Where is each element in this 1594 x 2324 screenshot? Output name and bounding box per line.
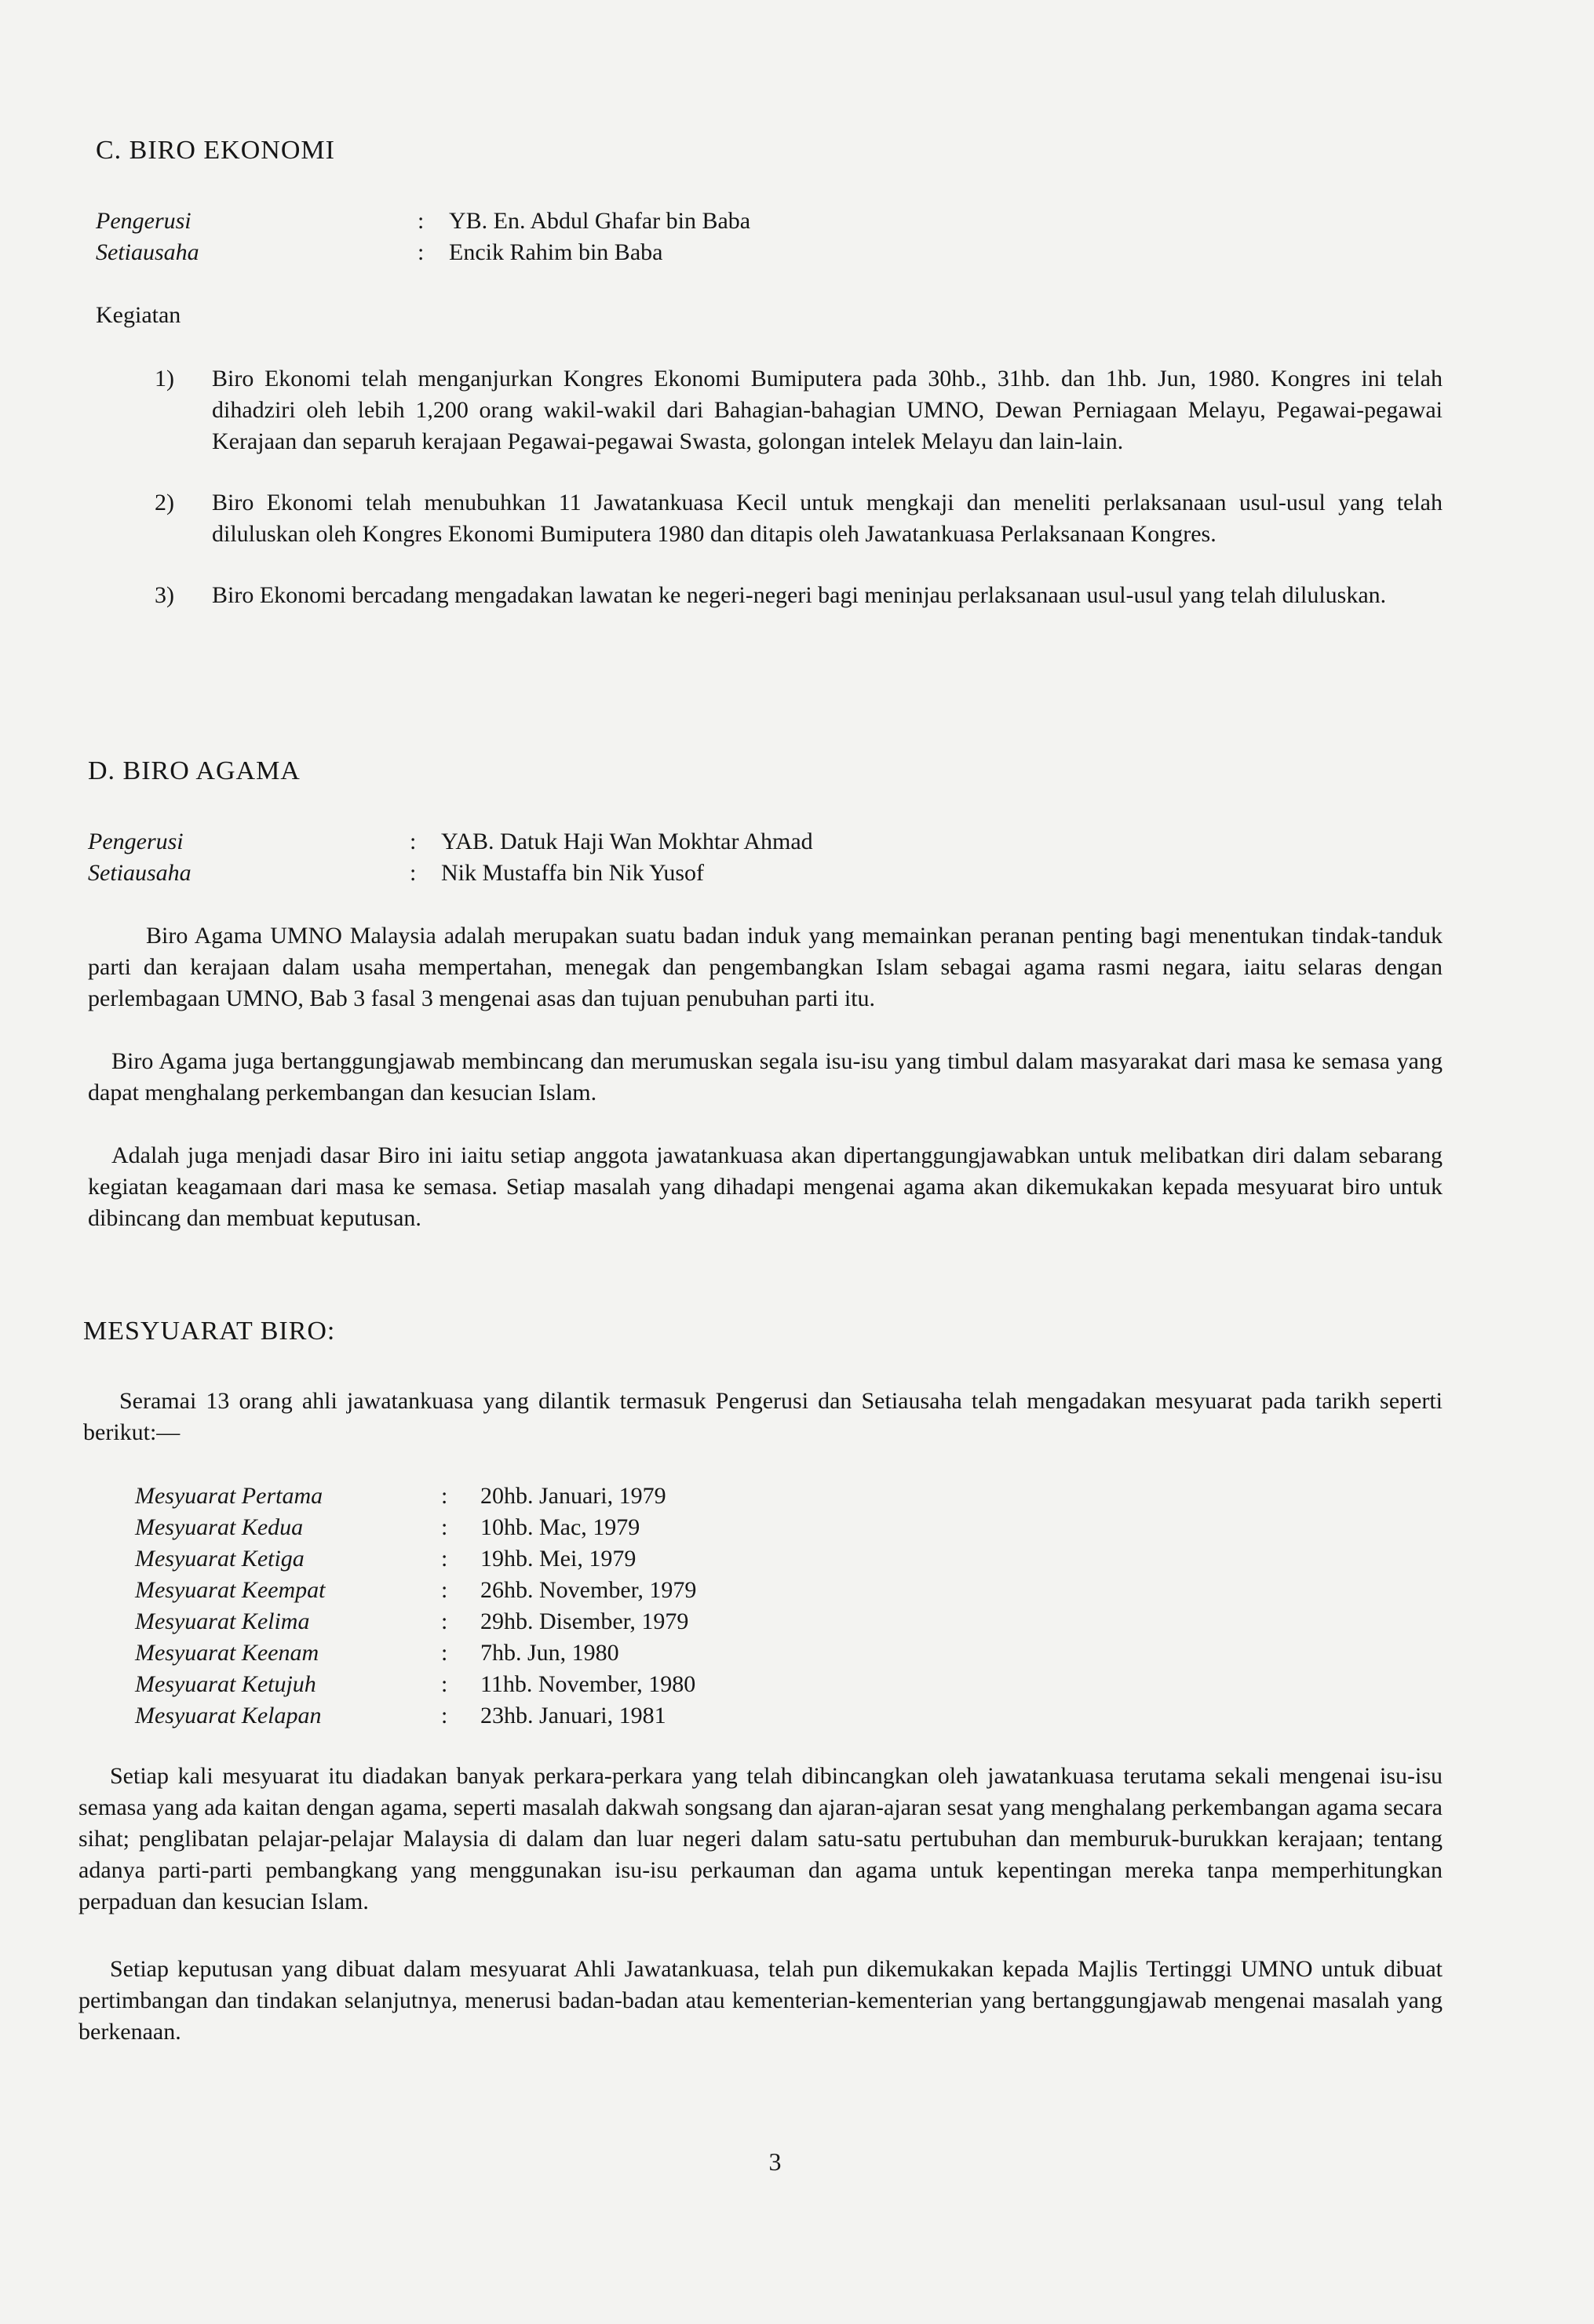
colon: : (441, 1608, 448, 1634)
meeting-date: 10hb. Mac, 1979 (480, 1514, 640, 1540)
activity-item (96, 363, 1443, 457)
meeting-row (96, 1543, 1443, 1575)
officer-role: Setiausaha (96, 239, 199, 265)
paragraph: Biro Agama UMNO Malaysia adalah merupakan suatu badan induk yang memainkan peranan penting bagi menentukan tindak-tanduk parti dan kerajaan dalam usaha mempertahan, menegak dan pengembangkan Islam sebagai agama rasmi negara, iaitu selaras dengan perlembagaan UMNO, Bab 3 fasal 3 mengenai asas dan tujuan penubuhan parti itu. (88, 923, 1443, 1011)
meeting-date: 23hb. Januari, 1981 (480, 1703, 666, 1728)
meeting-label: Mesyuarat Keempat (135, 1577, 326, 1603)
section-d-body (88, 920, 1443, 1234)
meeting-label: Mesyuarat Kedua (135, 1514, 304, 1540)
meeting-date: 20hb. Januari, 1979 (480, 1483, 666, 1509)
meeting-date: 19hb. Mei, 1979 (480, 1546, 637, 1572)
colon: : (441, 1577, 448, 1603)
meeting-date: 11hb. November, 1980 (480, 1671, 696, 1697)
colon: : (441, 1483, 448, 1509)
colon: : (441, 1514, 448, 1540)
meeting-row (96, 1481, 1443, 1512)
meeting-label: Mesyuarat Pertama (135, 1483, 323, 1509)
officer-role: Pengerusi (96, 208, 191, 234)
meeting-label: Mesyuarat Kelima (135, 1608, 310, 1634)
meetings-body (78, 1761, 1443, 2048)
meeting-label: Mesyuarat Ketiga (135, 1546, 305, 1572)
paragraph: Seramai 13 orang ahli jawatankuasa yang dilantik termasuk Pengerusi dan Setiausaha telah mengadakan mesyuarat pada tarikh seperti berikut:— (83, 1388, 1443, 1445)
colon: : (441, 1671, 448, 1697)
meeting-row (96, 1512, 1443, 1543)
meetings-list (96, 1481, 1443, 1732)
officer-row (96, 206, 1443, 237)
item-text: Biro Ekonomi bercadang mengadakan lawatan ke negeri-negeri bagi meninjau perlaksanaan usul-usul yang telah diluluskan. (212, 582, 1387, 608)
officer-row (88, 826, 1435, 858)
paragraph: Setiap keputusan yang dibuat dalam mesyuarat Ahli Jawatankuasa, telah pun dikemukakan kepada Majlis Tertinggi UMNO untuk dibuat pertimbangan dan tindakan selanjutnya, menerusi badan-badan atau kementerian-kementerian yang bertanggungjawab mengenai masalah yang berkenaan. (78, 1956, 1443, 2045)
colon: : (418, 239, 425, 265)
item-number: 1) (155, 366, 174, 392)
colon: : (441, 1546, 448, 1572)
section-c-heading: C. BIRO EKONOMI (96, 136, 335, 165)
officer-role: Pengerusi (88, 829, 184, 854)
meetings-heading: MESYUARAT BIRO: (83, 1317, 336, 1346)
officer-row (88, 858, 1435, 889)
meeting-label: Mesyuarat Keenam (135, 1640, 319, 1666)
officer-name: Nik Mustaffa bin Nik Yusof (441, 860, 704, 886)
colon: : (418, 208, 425, 234)
paragraph: Adalah juga menjadi dasar Biro ini iaitu setiap anggota jawatankuasa akan dipertanggungjawabkan untuk melibatkan diri dalam sebarang kegiatan keagamaan dari masa ke semasa. Setiap masalah yang dihadapi mengenai agama akan dikemukakan kepada mesyuarat biro untuk dibincang dan membuat keputusan. (88, 1142, 1443, 1231)
officer-row (96, 237, 1443, 268)
officer-name: Encik Rahim bin Baba (449, 239, 663, 265)
meeting-label: Mesyuarat Ketujuh (135, 1671, 316, 1697)
item-text: Biro Ekonomi telah menganjurkan Kongres Ekonomi Bumiputera pada 30hb., 31hb. dan 1hb. Jun, 1980. Kongres ini telah dihadziri oleh lebih 1,200 orang wakil-wakil dari Bahagian-bahagian UMNO, Dewan Perniagaan Melayu, Pegawai-pegawai Kerajaan dan separuh kerajaan Pegawai-pegawai Swasta, golongan intelek Melayu dan lain-lain. (212, 366, 1443, 454)
officer-name: YB. En. Abdul Ghafar bin Baba (449, 208, 751, 234)
officer-role: Setiausaha (88, 860, 191, 886)
item-number: 2) (155, 490, 174, 515)
section-d-officers (88, 826, 1435, 889)
activity-item (96, 580, 1443, 611)
meeting-date: 7hb. Jun, 1980 (480, 1640, 619, 1666)
section-c-officers (96, 206, 1443, 268)
meeting-row (96, 1669, 1443, 1700)
officer-name: YAB. Datuk Haji Wan Mokhtar Ahmad (441, 829, 813, 854)
meeting-row (96, 1606, 1443, 1637)
meetings-intro (83, 1386, 1443, 1448)
meeting-row (96, 1575, 1443, 1606)
meeting-row (96, 1700, 1443, 1732)
meeting-date: 29hb. Disember, 1979 (480, 1608, 689, 1634)
paragraph: Setiap kali mesyuarat itu diadakan banyak perkara-perkara yang telah dibincangkan oleh jawatankuasa terutama sekali mengenai isu-isu semasa yang ada kaitan dengan agama, seperti masalah dakwah songsang dan ajaran-ajaran sesat yang menghalang perkembangan agama secara sihat; penglibatan pelajar-pelajar Malaysia di dalam dan luar negeri dalam satu-satu pertubuhan dan memburuk-burukkan kerajaan; tentang adanya parti-parti pembangkang yang menggunakan isu-isu perkauman dan agama untuk kepentingan mereka tanpa memperhitungkan perpaduan dan kesucian Islam. (78, 1763, 1443, 1914)
activities-list (96, 363, 1443, 641)
item-number: 3) (155, 582, 174, 608)
colon: : (410, 860, 417, 886)
page-number: 3 (768, 2147, 782, 2176)
paragraph: Biro Agama juga bertanggungjawab membincang dan merumuskan segala isu-isu yang timbul dalam masyarakat dari masa ke semasa yang dapat menghalang perkembangan dan kesucian Islam. (88, 1048, 1443, 1106)
meeting-date: 26hb. November, 1979 (480, 1577, 697, 1603)
activity-item (96, 487, 1443, 550)
meeting-label: Mesyuarat Kelapan (135, 1703, 322, 1728)
item-text: Biro Ekonomi telah menubuhkan 11 Jawatankuasa Kecil untuk mengkaji dan meneliti perlaksanaan usul-usul yang telah diluluskan oleh Kongres Ekonomi Bumiputera 1980 dan ditapis oleh Jawatankuasa Perlaksanaan Kongres. (212, 490, 1443, 547)
meeting-row (96, 1637, 1443, 1669)
colon: : (441, 1640, 448, 1666)
colon: : (410, 829, 417, 854)
activities-heading: Kegiatan (96, 302, 181, 328)
colon: : (441, 1703, 448, 1728)
section-d-heading: D. BIRO AGAMA (88, 756, 301, 785)
